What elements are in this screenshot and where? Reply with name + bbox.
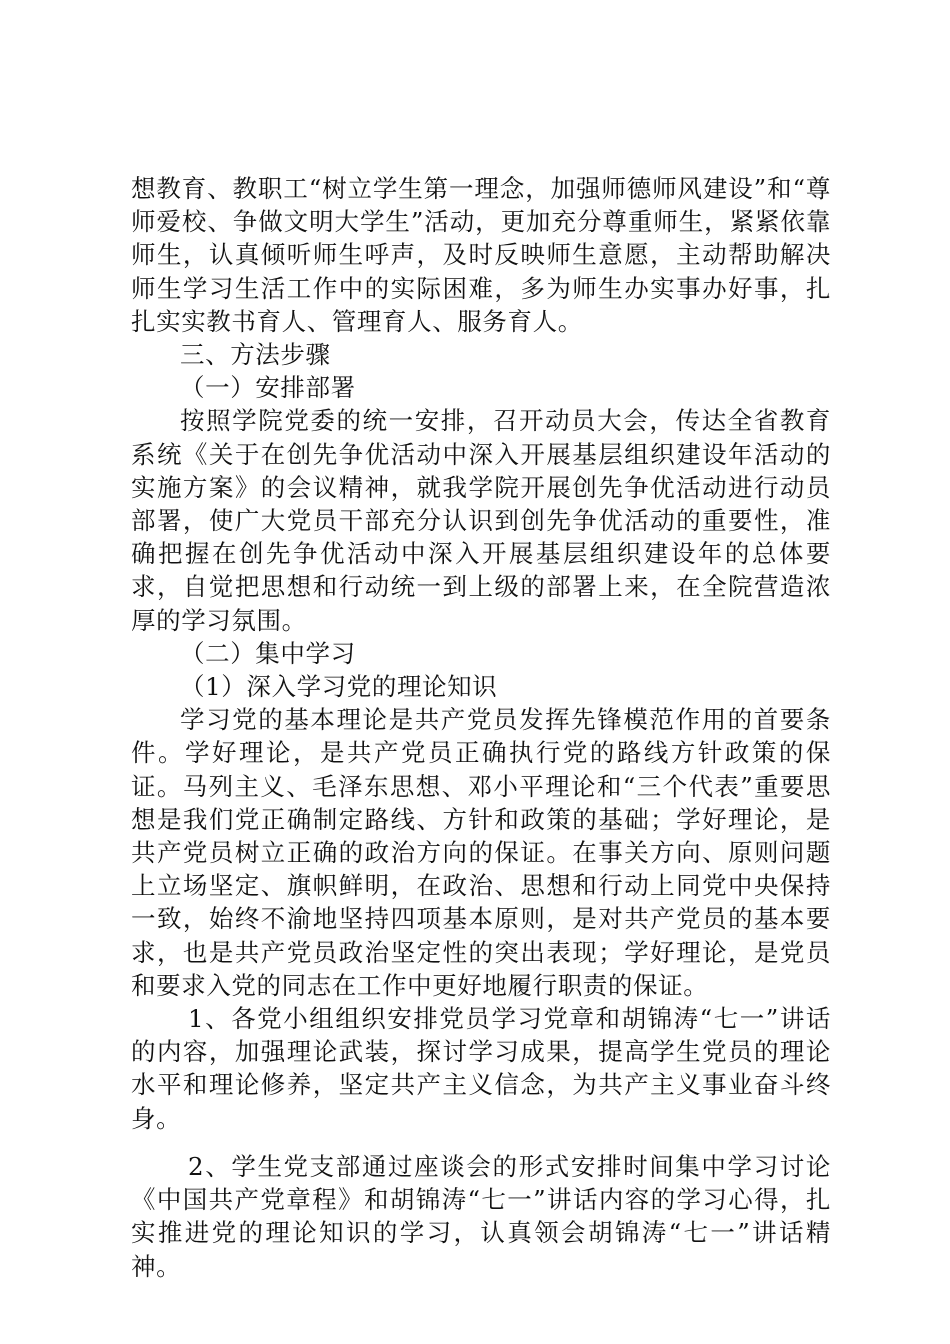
paragraph-item-2: 2、学生党支部通过座谈会的形式安排时间集中学习讨论《中国共产党章程》和胡锦涛“七一”讲话内容的学习心得，扎实推进党的理论知识的学习，认真领会胡锦涛“七一”讲话精神。 — [131, 1151, 831, 1281]
paragraph-arrangement: 按照学院党委的统一安排，召开动员大会，传达全省教育系统《关于在创先争优活动中深入开展基层组织建设年活动的实施方案》的会议精神，就我学院开展创先争优活动进行动员部署，使广大党员干部充分认识到创先争优活动的重要性，准确把握在创先争优活动中深入开展基层组织建设年的总体要求，自觉把思想和行动统一到上级的部署上来，在全院营造浓厚的学习氛围。 — [131, 406, 831, 635]
paragraph-theory: 学习党的基本理论是共产党员发挥先锋模范作用的首要条件。学好理论，是共产党员正确执行党的路线方针政策的保证。马列主义、毛泽东思想、邓小平理论和“三个代表”重要思想是我们党正确制定路线、方针和政策的基础；学好理论，是共产党员树立正确的政治方向的保证。在事关方向、原则问题上立场坚定、旗帜鲜明，在政治、思想和行动上同党中央保持一致，始终不渝地坚持四项基本原则，是对共产党员的基本要求，也是共产党员政治坚定性的突出表现；学好理论，是党员和要求入党的同志在工作中更好地履行职责的保证。 — [131, 705, 831, 1000]
paragraph-continued-education: 想教育、教职工“树立学生第一理念，加强师德师风建设”和“尊师爱校、争做文明大学生”活动，更加充分尊重师生，紧紧依靠师生，认真倾听师生呼声，及时反映师生意愿，主动帮助解决师生学习生活工作中的实际困难，多为师生办实事办好事，扎扎实实教书育人、管理育人、服务育人。 — [131, 174, 831, 336]
subsection-heading-arrangement: （一）安排部署 — [180, 373, 356, 403]
item-heading-theory: （1）深入学习党的理论知识 — [180, 672, 498, 702]
paragraph-item-1: 1、各党小组组织安排党员学习党章和胡锦涛“七一”讲话的内容，加强理论武装，探讨学习成果，提高学生党员的理论水平和理论修养，坚定共产主义信念，为共产主义事业奋斗终身。 — [131, 1004, 831, 1133]
subsection-heading-study: （二）集中学习 — [180, 638, 356, 668]
section-heading-methods: 三、方法步骤 — [180, 340, 331, 370]
document-body — [131, 172, 831, 1283]
